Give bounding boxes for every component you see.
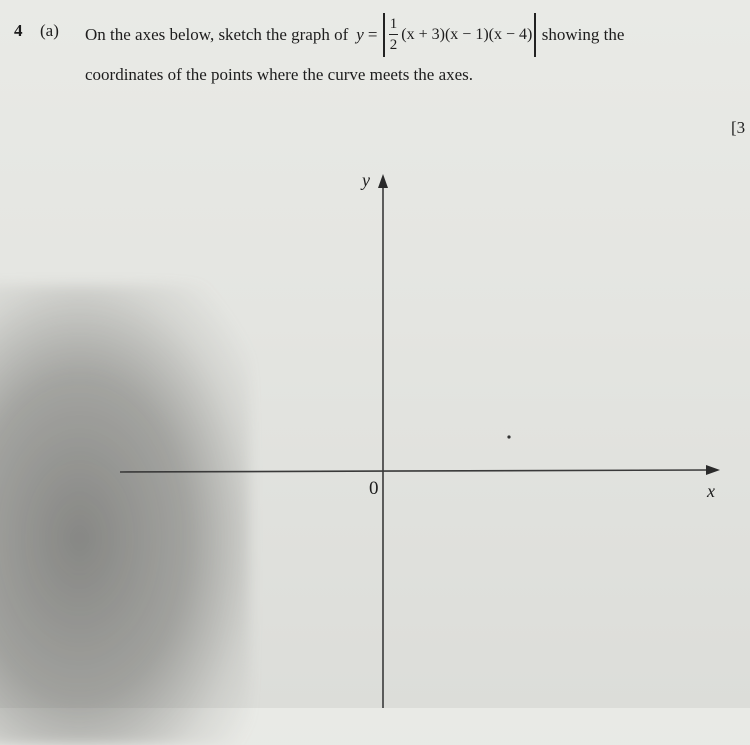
marks-label: [3 xyxy=(731,118,746,137)
x-axis-arrowhead xyxy=(706,465,720,475)
question-number: 4 xyxy=(14,21,23,40)
question-part: (a) xyxy=(40,21,59,40)
equation-factors: (x + 3)(x − 1)(x − 4) xyxy=(401,26,533,43)
y-axis-label: y xyxy=(362,170,370,190)
y-axis-arrowhead xyxy=(378,174,388,188)
question-line-2: coordinates of the points where the curve meets the axes. xyxy=(85,65,474,84)
pencil-dot xyxy=(507,435,510,438)
question-text-prefix: On the axes below, sketch the graph of xyxy=(85,25,349,44)
fraction-denominator: 2 xyxy=(389,37,398,53)
question-text-suffix: showing the xyxy=(541,25,625,44)
equation-equals: = xyxy=(367,25,378,44)
fraction-numerator: 1 xyxy=(389,17,399,35)
origin-label: 0 xyxy=(369,478,379,499)
x-axis-label: x xyxy=(707,481,715,501)
x-axis-line xyxy=(120,470,708,472)
equation-lhs: y xyxy=(356,25,364,44)
